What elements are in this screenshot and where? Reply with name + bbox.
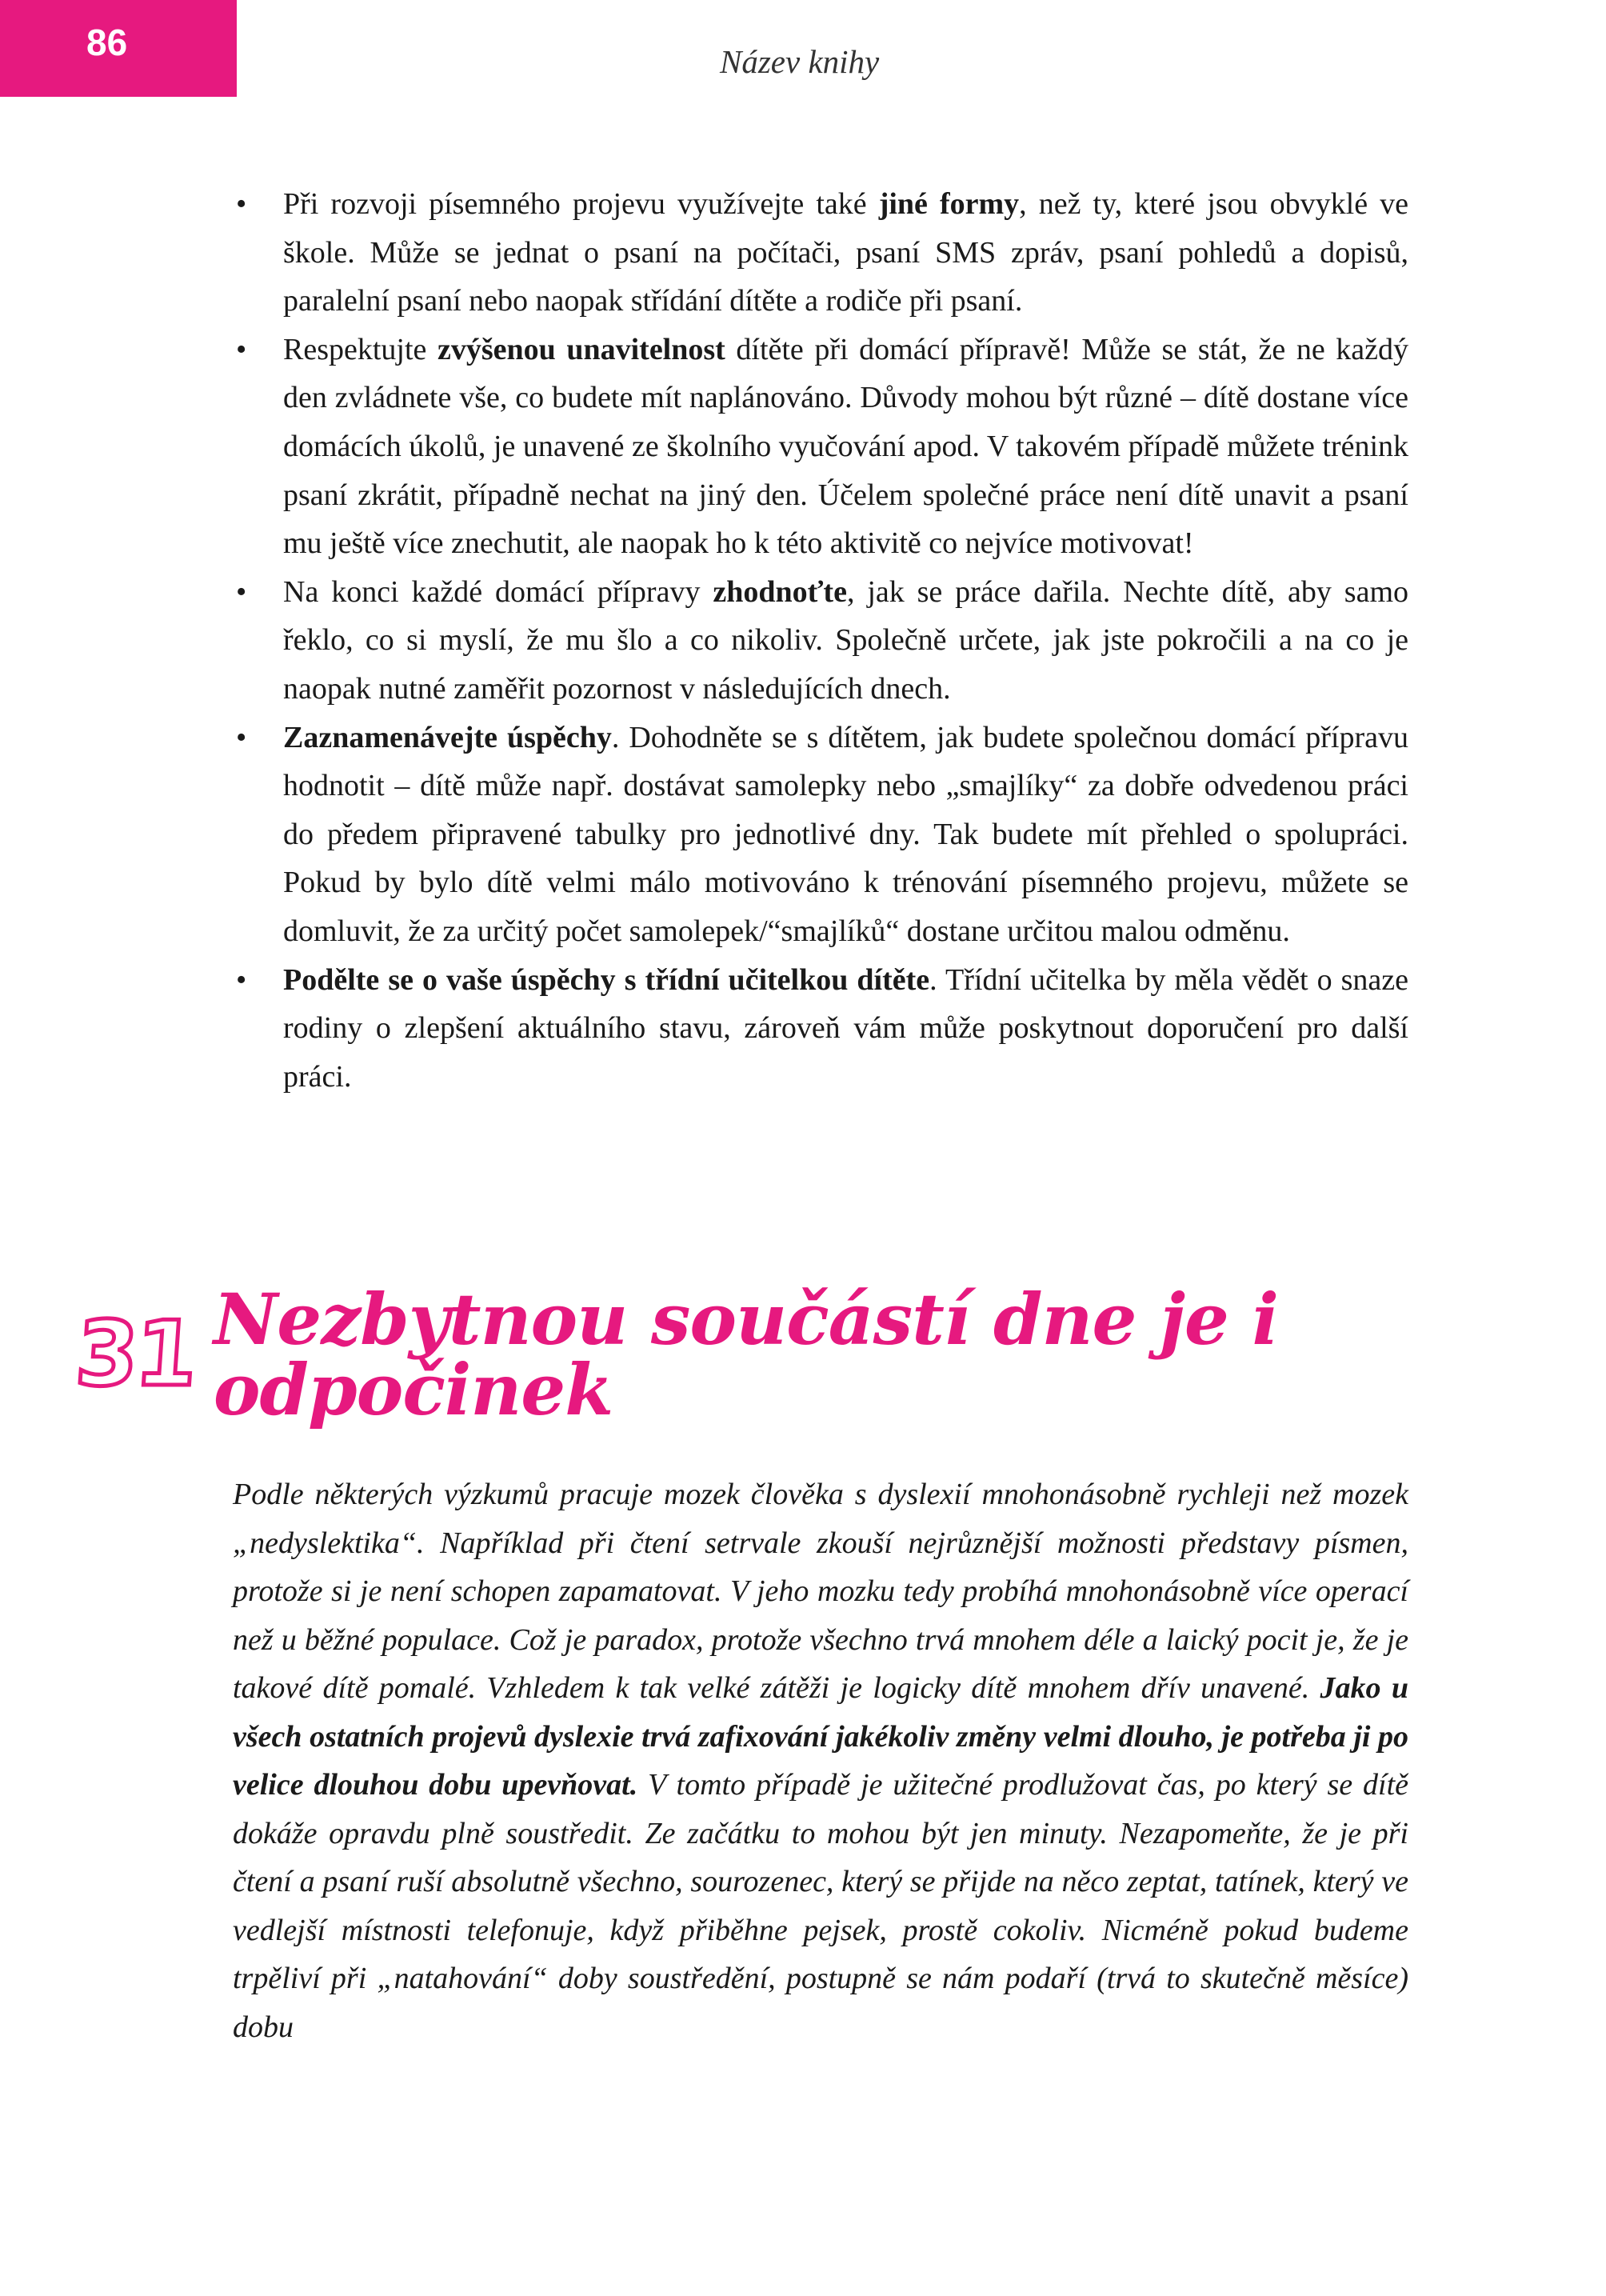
- body-text-emphasis: Jako u všech ostatních projevů dyslexie trvá zafixování jakékoliv změny velmi dlouho, je potřeba ji po velice dlouhou dobu upevňovat.: [233, 1671, 1408, 1802]
- bullet-text-emphasis: jiné formy: [878, 187, 1020, 221]
- body-text-run: V tomto případě je užitečné prodlužovat čas, po který se dítě dokáže opravdu plně soustředit. Ze začátku to mohou být jen minuty. Nezapomeňte, že je při čtení a psaní ruší absolutně všechno, sourozenec, který se přijde na něco zeptat, tatínek, který ve vedlejší místnosti telefonuje, když přiběhne pejsek, prostě cokoliv. Nicméně pokud budeme trpěliví při „natahování“ doby soustředění, postupně se nám podaří (trvá to skutečně měsíce) dobu: [233, 1768, 1408, 2044]
- bullet-list: [233, 180, 1408, 1101]
- bullet-text-run: Na konci každé domácí přípravy: [283, 574, 713, 609]
- bullet-dot-icon: •: [236, 187, 247, 221]
- bullet-item: [233, 956, 1408, 1102]
- bullet-item: [233, 568, 1408, 714]
- bullet-dot-icon: •: [236, 332, 247, 366]
- body-paragraph: [233, 1470, 1408, 2051]
- bullet-text-emphasis: zhodnoťte: [713, 574, 847, 609]
- bullet-dot-icon: •: [236, 574, 247, 609]
- bullet-text-run: , jak se práce dařila. Nechte dítě, aby samo řeklo, co si myslí, že mu šlo a co nikoliv. Společně určete, jak jste pokročili a na co je naopak nutné zaměřit pozornost v následujících dnech.: [283, 574, 1408, 706]
- bullet-text-emphasis: zvýšenou unavitelnost: [437, 332, 725, 366]
- body-text-run: Podle některých výzkumů pracuje mozek člověka s dyslexií mnohonásobně rychleji než mozek „nedyslektika“. Například při čtení setrvale zkouší nejrůznější možnosti představy písmen, protože si je není schopen zapamatovat. V jeho mozku tedy probíhá mnohonásobně více operací než u běžné populace. Což je paradox, protože všechno trvá mnohem déle a laický pocit je, že je takové dítě pomalé. Vzhledem k tak velké zátěži je logicky dítě mnohem dřív unavené.: [233, 1478, 1408, 1705]
- bullet-item: [233, 326, 1408, 568]
- bullet-text: [283, 963, 1408, 1094]
- bullet-text: [283, 333, 1408, 560]
- bullet-text-run: Při rozvoji písemného projevu využívejte také: [283, 187, 879, 221]
- bullet-text-run: . Třídní učitelka by měla vědět o snaze rodiny o zlepšení aktuálního stavu, zároveň vám může poskytnout doporučení pro další práci.: [283, 962, 1408, 1094]
- bullet-text-emphasis: Zaznamenávejte úspěchy: [283, 720, 612, 754]
- bullet-text: [283, 187, 1408, 318]
- bullet-text-emphasis: Podělte se o vaše úspěchy s třídní učitelkou dítěte: [283, 962, 930, 997]
- running-header-title: Název knihy: [720, 43, 880, 80]
- bullet-text-run: dítěte při domácí přípravě! Může se stát, že ne každý den zvládnete vše, co budete mít naplánováno. Důvody mohou být různé – dítě dostane více domácích úkolů, je unavené ze školního vyučování apod. V takovém případě můžete trénink psaní zkrátit, případně nechat na jiný den. Účelem společné práce není dítě unavit a psaní mu ještě více znechutit, ale naopak ho k této aktivitě co nejvíce motivovat!: [283, 332, 1408, 561]
- bullet-text: [283, 721, 1408, 948]
- bullet-text-run: , než ty, které jsou obvyklé ve škole. Může se jednat o psaní na počítači, psaní SMS zpráv, psaní pohledů a dopisů, paralelní psaní nebo naopak střídání dítěte a rodiče při psaní.: [283, 187, 1409, 318]
- bullet-dot-icon: •: [236, 720, 247, 754]
- bullet-text-run: Respektujte: [283, 332, 437, 366]
- page-number: 86: [86, 22, 128, 63]
- bullet-text-run: . Dohodněte se s dítětem, jak budete společnou domácí přípravu hodnotit – dítě může např. dostávat samolepky nebo „smajlíky“ za dobře odvedenou práci do předem připravené tabulky pro jednotlivé dny. Tak budete mít přehled o spolupráci. Pokud by bylo dítě velmi málo motivováno k trénování písemného projevu, můžete se domluvit, že za určitý počet samolepek/“smajlíků“ dostane určitou malou odměnu.: [283, 720, 1408, 948]
- bullet-item: [233, 180, 1408, 326]
- section-number: 31: [72, 1302, 198, 1406]
- section-heading: [72, 1277, 1436, 1431]
- bullet-item: [233, 714, 1408, 956]
- section-title: Nezbytnou součástí dne je i odpočinek: [213, 1277, 1278, 1431]
- bullet-dot-icon: •: [236, 962, 247, 997]
- bullet-text: [283, 575, 1408, 706]
